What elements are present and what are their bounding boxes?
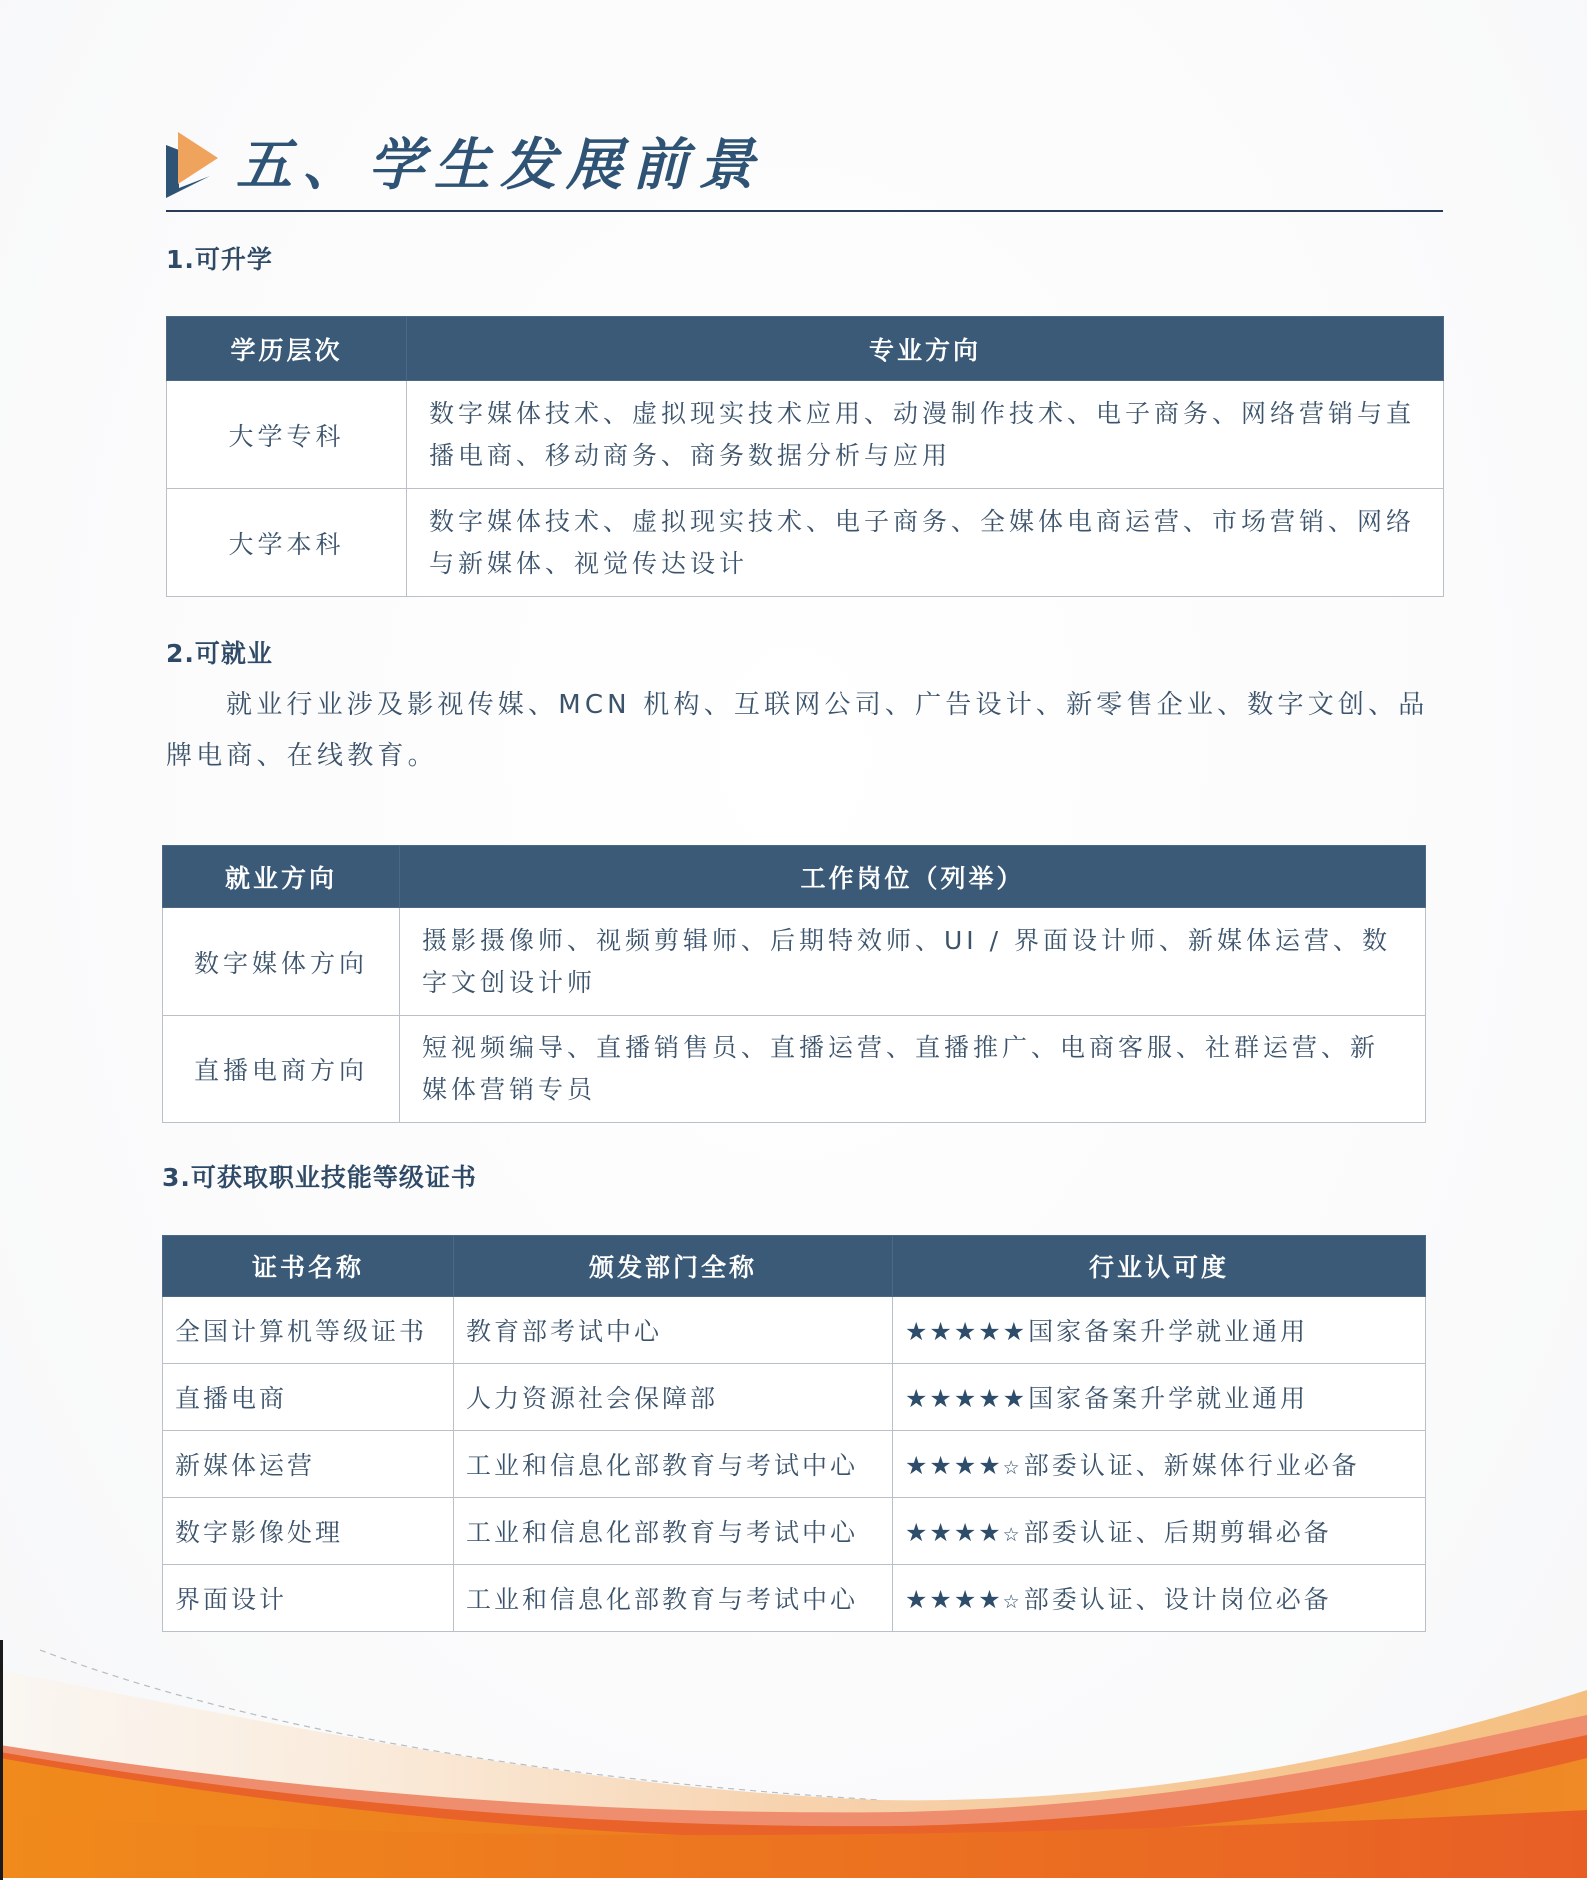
certificate-name: 界面设计 [163,1565,454,1632]
column-header: 行业认可度 [893,1236,1426,1297]
recognition-text: 国家备案升学就业通用 [1028,1384,1309,1413]
issuing-department: 工业和信息化部教育与考试中心 [454,1565,893,1632]
major-list: 数字媒体技术、虚拟现实技术、电子商务、全媒体电商运营、市场营销、网络与新媒体、视觉传达设计 [407,489,1444,597]
recognition-cell [893,1364,1426,1431]
recognition-cell [893,1431,1426,1498]
employment-table [162,845,1426,1123]
further-study-table [166,316,1444,597]
section-heading-further-study: 1.可升学 [166,245,273,274]
page-edge-marker [0,1640,3,1880]
table-row [163,1016,1426,1123]
job-list: 短视频编导、直播销售员、直播运营、直播推广、电商客服、社群运营、新媒体营销专员 [400,1016,1426,1123]
certificate-name: 直播电商 [163,1364,454,1431]
rating-stars-filled: ★★★★ [905,1585,1003,1614]
table-row [167,489,1444,597]
certificate-name: 全国计算机等级证书 [163,1297,454,1364]
column-header: 颁发部门全称 [454,1236,893,1297]
rating-stars-filled: ★★★★★ [905,1384,1028,1413]
table-row [163,1498,1426,1565]
title-divider [166,210,1443,212]
table-row [167,381,1444,489]
recognition-cell [893,1297,1426,1364]
education-level: 大学本科 [167,489,407,597]
certificate-name: 数字影像处理 [163,1498,454,1565]
issuing-department: 工业和信息化部教育与考试中心 [454,1431,893,1498]
rating-stars-filled: ★★★★★ [905,1317,1028,1346]
rating-star-empty: ☆ [1002,1591,1023,1613]
table-header-row [163,1236,1426,1297]
recognition-text: 部委认证、后期剪辑必备 [1023,1518,1332,1547]
issuing-department: 教育部考试中心 [454,1297,893,1364]
issuing-department: 人力资源社会保障部 [454,1364,893,1431]
table-row [163,1431,1426,1498]
recognition-cell [893,1498,1426,1565]
recognition-text: 部委认证、设计岗位必备 [1023,1585,1332,1614]
major-list: 数字媒体技术、虚拟现实技术应用、动漫制作技术、电子商务、网络营销与直播电商、移动商务、商务数据分析与应用 [407,381,1444,489]
recognition-text: 部委认证、新媒体行业必备 [1023,1451,1360,1480]
recognition-cell [893,1565,1426,1632]
section-heading-employment: 2.可就业 [166,639,273,668]
column-header: 工作岗位（列举） [400,846,1426,908]
page-title: 五、学生发展前景 [236,133,764,198]
table-row [163,1364,1426,1431]
table-row [163,1565,1426,1632]
orange-wave-decoration [0,1640,1587,1883]
table-row [163,1297,1426,1364]
column-header: 证书名称 [163,1236,454,1297]
section-heading-certificates: 3.可获取职业技能等级证书 [162,1163,477,1192]
certificate-name: 新媒体运营 [163,1431,454,1498]
rating-stars-filled: ★★★★ [905,1518,1003,1547]
rating-star-empty: ☆ [1002,1524,1023,1546]
table-header-row [163,846,1426,908]
career-direction: 数字媒体方向 [163,908,400,1016]
job-list: 摄影摄像师、视频剪辑师、后期特效师、UI / 界面设计师、新媒体运营、数字文创设计师 [400,908,1426,1016]
column-header: 学历层次 [167,317,407,381]
table-row [163,908,1426,1016]
career-direction: 直播电商方向 [163,1016,400,1123]
employment-industries-paragraph: 就业行业涉及影视传媒、MCN 机构、互联网公司、广告设计、新零售企业、数字文创、品牌电商、在线教育。 [166,690,1429,771]
table-header-row [167,317,1444,381]
recognition-text: 国家备案升学就业通用 [1028,1317,1309,1346]
play-triangle-icon [166,132,222,200]
issuing-department: 工业和信息化部教育与考试中心 [454,1498,893,1565]
rating-star-empty: ☆ [1002,1457,1023,1479]
column-header: 就业方向 [163,846,400,908]
education-level: 大学专科 [167,381,407,489]
column-header: 专业方向 [407,317,1444,381]
certificates-table [162,1235,1426,1632]
rating-stars-filled: ★★★★ [905,1451,1003,1480]
